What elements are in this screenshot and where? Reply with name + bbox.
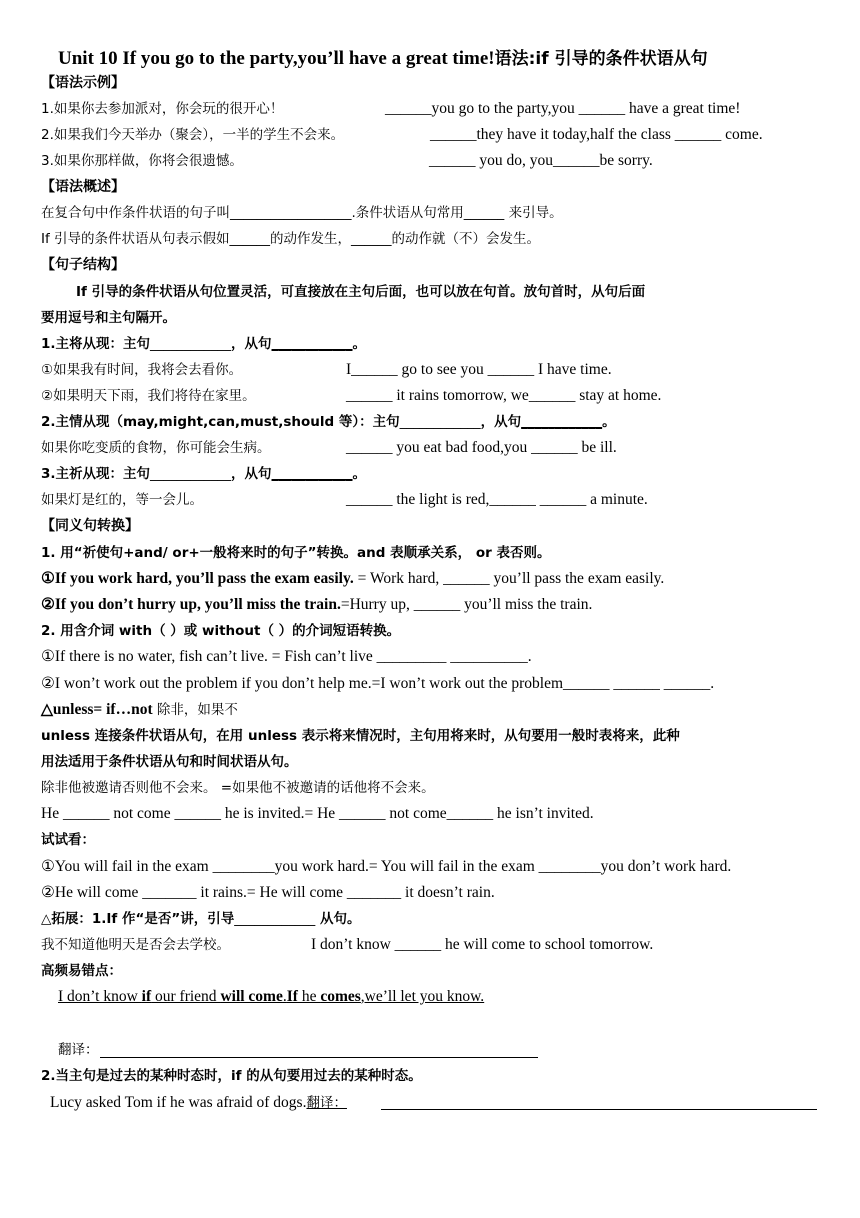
example-3-chinese: 3.如果你那样做，你将会很遗憾。 xyxy=(41,153,243,169)
rule-3-text: 3.主祈从现：主句 xyxy=(41,466,151,482)
expand-text: △拓展：1.If 作“是否”讲，引导 xyxy=(41,911,235,927)
rule-2-example-english: ______ you eat bad food,you ______ be ill. xyxy=(346,439,617,456)
synonym-example-1 xyxy=(41,569,664,589)
rule-2-blank-clause: ____________ xyxy=(521,414,603,430)
expand-example-chinese: 我不知道他明天是否会去学校。 xyxy=(41,937,230,953)
structure-rule-3 xyxy=(41,464,366,484)
error-sentence-part: . xyxy=(282,988,287,1005)
example-1-english: ______you go to the party,you ______ have a great time! xyxy=(385,100,741,117)
example-2-english: ______they have it today,half the class ______ come. xyxy=(430,126,763,143)
error-sentence-will-come: will come xyxy=(220,988,283,1005)
rule-1-mid: ，从句 xyxy=(231,336,272,352)
common-errors-point-2-example xyxy=(50,1093,347,1113)
translate-answer-line-1[interactable] xyxy=(100,1057,538,1058)
rule-1-example-2-chinese: ②如果明天下雨，我们将待在家里。 xyxy=(41,388,256,404)
error-sentence-part: he xyxy=(297,988,321,1005)
section-heading-structure: 【句子结构】 xyxy=(41,257,125,273)
structure-rule-2 xyxy=(41,412,616,432)
section-heading-overview: 【语法概述】 xyxy=(41,179,125,195)
rule-3-blank-clause: ____________ xyxy=(271,466,353,482)
rule-2-mid: ，从句 xyxy=(480,414,522,430)
error-sentence-part: ,we’ll let you know. xyxy=(360,988,485,1005)
rule-3-blank-main: ____________ xyxy=(150,466,232,482)
section-heading-examples: 【语法示例】 xyxy=(41,75,125,91)
synonym-point-2-example-2: ②I won’t work out the problem if you don’t help me.=I won’t work out the problem______ ______ ______. xyxy=(41,675,715,692)
rule-1-example-1-english: I______ go to see you ______ I have time. xyxy=(346,361,612,378)
page-title xyxy=(58,44,708,70)
rule-1-example-1-chinese: ①如果我有时间，我将会去看你。 xyxy=(41,362,243,378)
unless-description-2: 用法适用于条件状语从句和时间状语从句。 xyxy=(41,754,298,770)
translate-label-1: 翻译： xyxy=(58,1042,99,1058)
rule-1-blank-main: ____________ xyxy=(150,336,232,352)
example-1-chinese: 1.如果你去参加派对，你会玩的很开心！ xyxy=(41,101,284,117)
example-3-english: ______ you do, you______be sorry. xyxy=(429,152,653,169)
unless-heading xyxy=(41,700,238,720)
example-2-chinese: 2.如果我们今天举办（聚会），一半的学生不会来。 xyxy=(41,127,345,143)
try-it-exercise-1: ①You will fail in the exam ________you work hard.= You will fail in the exam ________you don’t work hard. xyxy=(41,858,732,875)
expand-heading xyxy=(41,909,360,929)
structure-intro-2: 要用逗号和主句隔开。 xyxy=(41,310,176,326)
rule-1-example-2-english: ______ it rains tomorrow, we______ stay at home. xyxy=(346,387,662,404)
overview-line-2: If 引导的条件状语从句表示假如______的动作发生，______的动作就（不）会发生。 xyxy=(41,231,541,247)
synonym-point-1: 1. 用“祈使句+and/ or+一般将来时的句子”转换。and 表顺承关系， or 表否则。 xyxy=(41,545,551,561)
common-errors-sentence xyxy=(58,987,484,1007)
section-heading-synonym: 【同义句转换】 xyxy=(41,518,139,534)
unless-meaning: 除非，如果不 xyxy=(152,702,238,718)
rule-1-blank-clause: ____________ xyxy=(271,336,353,352)
rule-2-end: 。 xyxy=(602,414,616,430)
common-errors-heading: 高频易错点： xyxy=(41,963,122,979)
rule-2-text: 2.主情从现（may,might,can,must,should 等）：主句 xyxy=(41,414,400,430)
error-sentence-if-2: If xyxy=(286,988,298,1005)
structure-intro-1: If 引导的条件状语从句位置灵活，可直接放在主句后面，也可以放在句首。放句首时，从句后面 xyxy=(76,284,646,300)
unless-formula: △unless= if…not xyxy=(41,701,153,718)
expand-example-english: I don’t know ______ he will come to school tomorrow. xyxy=(311,936,654,953)
expand-blank: ____________ xyxy=(234,911,316,927)
unless-example-chinese: 除非他被邀请否则他不会来。 =如果他不被邀请的话他将不会来。 xyxy=(41,780,435,796)
error-sentence-if: if xyxy=(141,988,152,1005)
title-english: Unit 10 If you go to the party,you’ll have a great time! xyxy=(58,48,495,69)
translate-answer-line-2[interactable] xyxy=(381,1109,817,1110)
synonym-example-1-source: ①If you work hard, you’ll pass the exam easily. xyxy=(41,570,354,587)
synonym-point-2-example-1: ①If there is no water, fish can’t live. = Fish can’t live _________ __________. xyxy=(41,648,532,665)
synonym-point-2: 2. 用含介词 with（ ）或 without（ ）的介词短语转换。 xyxy=(41,623,401,639)
translate-label-2: 翻译： xyxy=(306,1095,347,1111)
try-it-heading: 试试看： xyxy=(41,832,95,848)
structure-rule-1 xyxy=(41,334,366,354)
rule-3-end: 。 xyxy=(352,466,367,482)
error-sentence-part: our friend xyxy=(151,988,221,1005)
rule-1-end: 。 xyxy=(352,336,367,352)
unless-example-english: He ______ not come ______ he is invited.= He ______ not come______ he isn’t invited. xyxy=(41,805,594,822)
common-errors-point-2: 2.当主句是过去的某种时态时，if 的从句要用过去的某种时态。 xyxy=(41,1068,422,1084)
unless-description-1: unless 连接条件状语从句，在用 unless 表示将来情况时，主句用将来时，从句要用一般时表将来，此种 xyxy=(41,728,680,744)
overview-line-1: 在复合句中作条件状语的句子叫__________________.条件状语从句常用______ 来引导。 xyxy=(41,205,563,221)
rule-2-blank-main: ____________ xyxy=(399,414,481,430)
rule-2-example-chinese: 如果你吃变质的食物，你可能会生病。 xyxy=(41,440,271,456)
rule-3-example-english: ______ the light is red,______ ______ a minute. xyxy=(346,491,648,508)
rule-3-example-chinese: 如果灯是红的，等一会儿。 xyxy=(41,492,203,508)
rule-3-mid: ，从句 xyxy=(231,466,272,482)
synonym-example-1-target: = Work hard, ______ you’ll pass the exam easily. xyxy=(353,570,665,587)
point-2-sentence: Lucy asked Tom if he was afraid of dogs. xyxy=(50,1094,307,1111)
error-sentence-part: I don’t know xyxy=(58,988,142,1005)
expand-end: 从句。 xyxy=(315,911,361,927)
try-it-exercise-2: ②He will come _______ it rains.= He will come _______ it doesn’t rain. xyxy=(41,884,495,901)
synonym-example-2-source: ②If you don’t hurry up, you’ll miss the train. xyxy=(41,596,341,613)
error-sentence-comes: comes xyxy=(320,988,361,1005)
title-chinese: 语法:if 引导的条件状语从句 xyxy=(494,49,708,69)
synonym-example-2-target: =Hurry up, ______ you’ll miss the train. xyxy=(340,596,593,613)
synonym-example-2 xyxy=(41,595,592,615)
rule-1-text: 1.主将从现：主句 xyxy=(41,336,151,352)
